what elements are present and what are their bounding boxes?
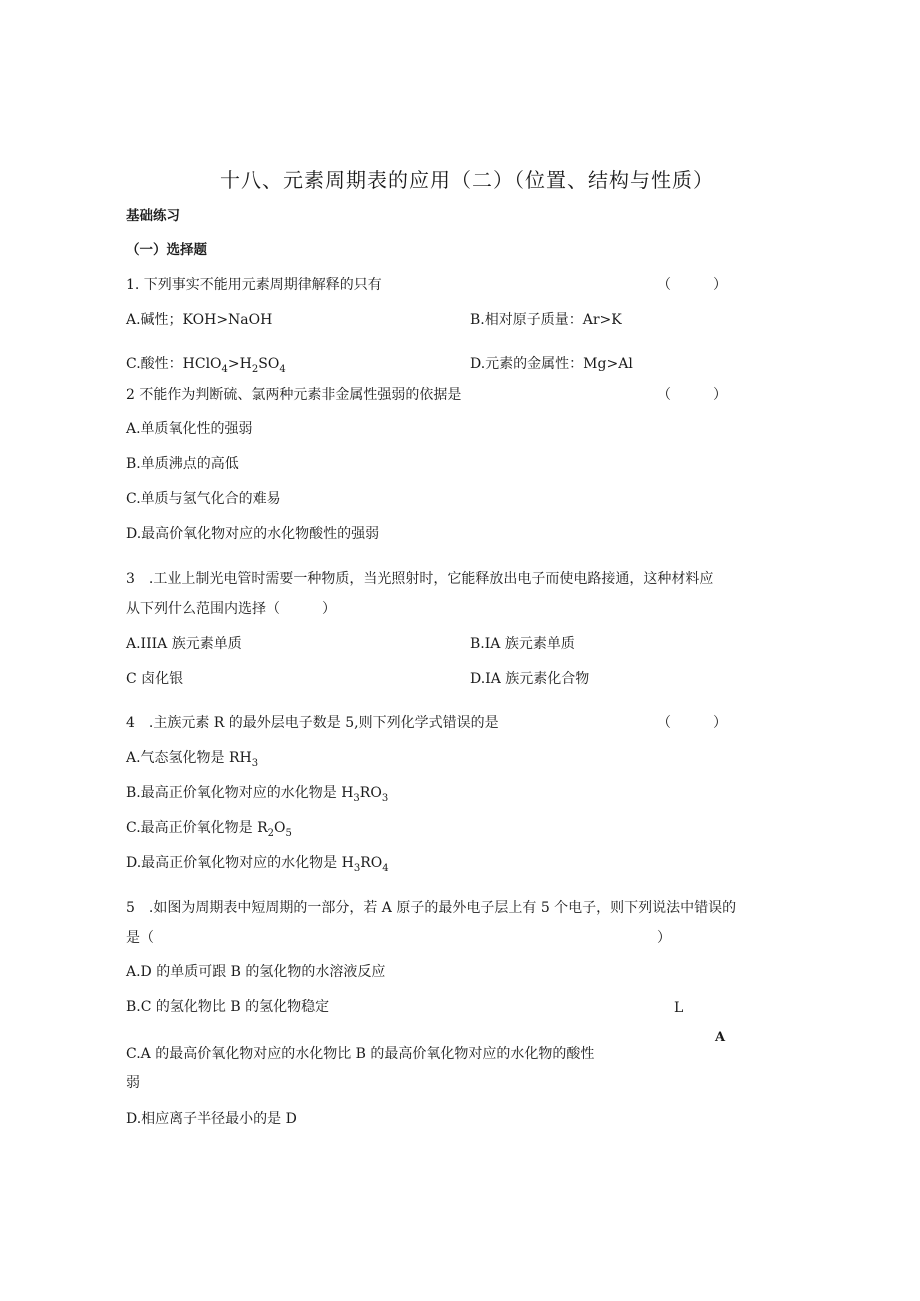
q1-stem: 1. 下列事实不能用元素周期律解释的只有 [126, 277, 382, 293]
q3-option-d: D.IA 族元素化合物 [470, 671, 590, 687]
section-heading: 基础练习 [126, 208, 180, 224]
q5-stem-close: ） [657, 930, 671, 946]
q1-answer-paren: （ ） [657, 277, 727, 293]
q4-answer-paren: （ ） [657, 715, 727, 731]
q5-option-b: B.C 的氢化物比 B 的氢化物稳定 [126, 999, 330, 1015]
q5-option-c-line2: 弱 [126, 1075, 140, 1091]
q3-option-b: B.IA 族元素单质 [470, 636, 575, 652]
q4-option-c: C.最高正价氧化物是 $R_2O_5$ [126, 820, 292, 839]
q5-stem-line2: 是（ [126, 930, 154, 946]
subsection-heading: （一）选择题 [126, 242, 207, 258]
q3-stem-line2: 从下列什么范围内选择（ ） [126, 601, 336, 617]
q3-option-c: C 卤化银 [126, 671, 184, 687]
q1-option-d: D.元素的金属性：Mg>Al [470, 356, 633, 372]
q2-option-c: C.单质与氢气化合的难易 [126, 491, 281, 507]
q5-option-d: D.相应离子半径最小的是 D [126, 1111, 297, 1127]
q4-option-d: D.最高正价氧化物对应的水化物是 $H_3RO_4$ [126, 855, 389, 874]
q1-option-c: C.酸性：$HClO_4>H_2SO_4$ [126, 356, 286, 375]
q1-option-b: B.相对原子质量：Ar>K [470, 312, 622, 328]
q5-figure-mark-a: A [715, 1030, 726, 1045]
q5-option-a: A.D 的单质可跟 B 的氢化物的水溶液反应 [126, 964, 386, 980]
q4-option-b: B.最高正价氧化物对应的水化物是 $H_3RO_3$ [126, 785, 389, 804]
q5-stem-line1: 5 .如图为周期表中短周期的一部分，若 A 原子的最外电子层上有 5 个电子，则下列说法中错误的 [126, 900, 737, 916]
q2-option-a: A.单质氧化性的强弱 [126, 421, 253, 437]
q1-option-a: A.碱性；KOH>NaOH [126, 312, 273, 328]
q5-option-c-line1: C.A 的最高价氧化物对应的水化物比 B 的最高价氧化物对应的水化物的酸性 [126, 1046, 595, 1062]
q4-stem: 4 .主族元素 R 的最外层电子数是 5,则下列化学式错误的是 [126, 715, 499, 731]
q3-option-a: A.IIIA 族元素单质 [126, 636, 242, 652]
q2-answer-paren: （ ） [657, 387, 727, 403]
q3-stem-line1: 3 .工业上制光电管时需要一种物质，当光照射时，它能释放出电子而使电路接通，这种材料应 [126, 571, 714, 587]
q4-option-a: A.气态氢化物是 $RH_3$ [126, 750, 259, 769]
q5-figure-mark-l: L [674, 1000, 684, 1016]
page-title: 十八、元素周期表的应用（二）（位置、结构与性质） [220, 168, 714, 192]
q2-stem: 2 不能作为判断硫、氯两种元素非金属性强弱的依据是 [126, 387, 462, 403]
q2-option-b: B.单质沸点的高低 [126, 456, 239, 472]
q2-option-d: D.最高价氧化物对应的水化物酸性的强弱 [126, 526, 380, 542]
